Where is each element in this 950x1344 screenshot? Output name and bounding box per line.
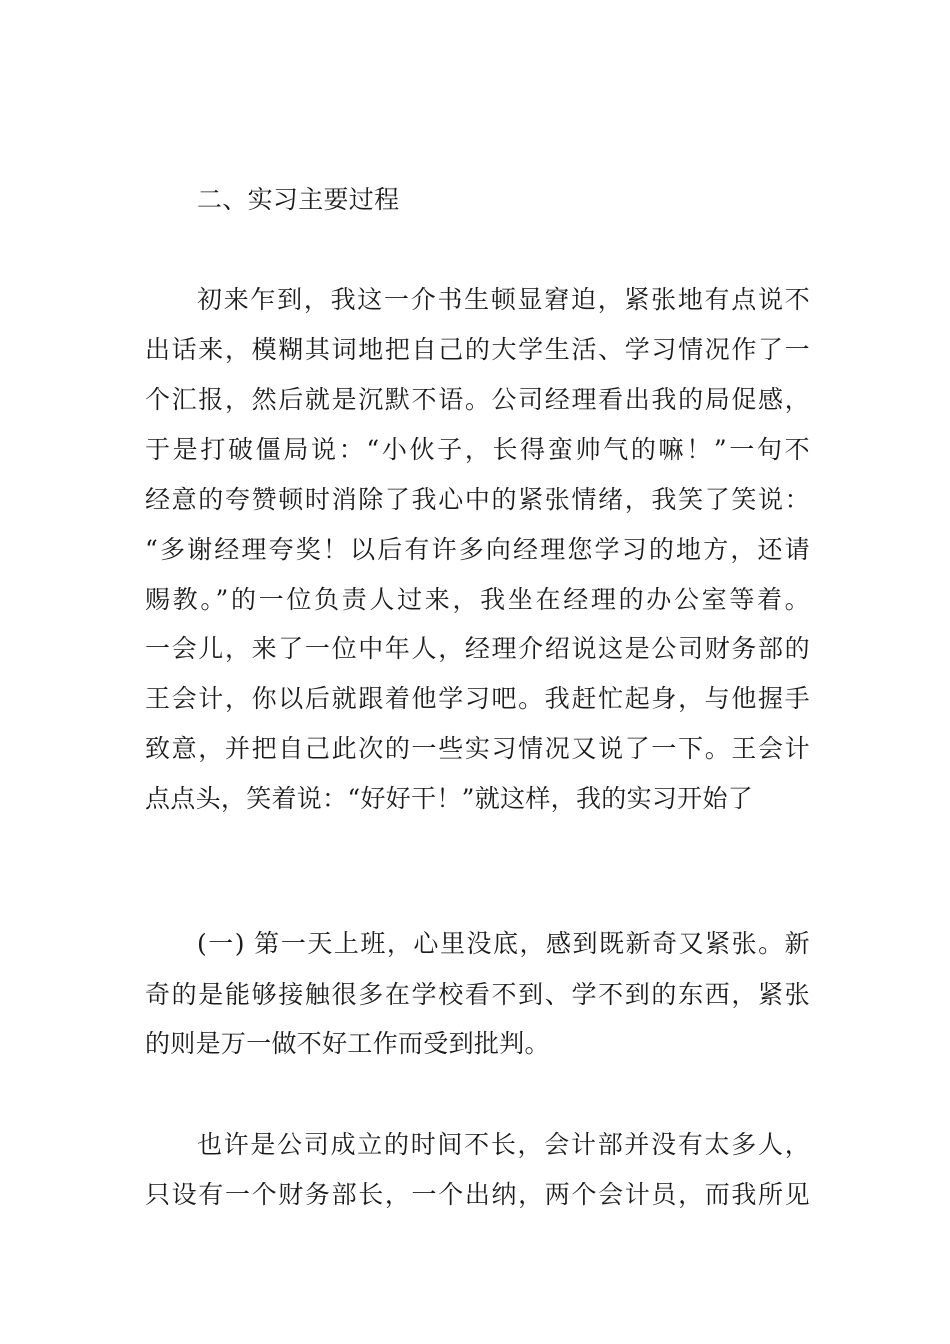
paragraph-line: 致意，并把自己此次的一些实习情况又说了一下。王会计 bbox=[145, 734, 810, 763]
paragraph-line: 初来乍到，我这一介书生顿显窘迫，紧张地有点说不 bbox=[197, 285, 810, 314]
paragraph-line: 的则是万一做不好工作而受到批判。 bbox=[145, 1029, 550, 1058]
paragraph-line: 点点头，笑着说：“好好干！”就这样，我的实习开始了 bbox=[145, 784, 754, 813]
paragraph-line: 也许是公司成立的时间不长，会计部并没有太多人， bbox=[197, 1130, 810, 1159]
paragraph-line: 一会儿，来了一位中年人，经理介绍说这是公司财务部的 bbox=[145, 634, 810, 663]
paragraph-line: 奇的是能够接触很多在学校看不到、学不到的东西，紧张 bbox=[145, 980, 810, 1009]
paragraph-line: (一) 第一天上班，心里没底，感到既新奇又紧张。新 bbox=[197, 929, 810, 958]
paragraph-line: 只设有一个财务部长，一个出纳，两个会计员，而我所见 bbox=[145, 1180, 810, 1209]
paragraph-line: 经意的夸赞顿时消除了我心中的紧张情绪，我笑了笑说： bbox=[145, 485, 810, 514]
paragraph-line: 出话来，模糊其词地把自己的大学生活、学习情况作了一 bbox=[145, 335, 810, 364]
paragraph-line: “多谢经理夸奖！以后有许多向经理您学习的地方，还请 bbox=[145, 535, 810, 564]
paragraph-line: 王会计，你以后就跟着他学习吧。我赶忙起身，与他握手 bbox=[145, 684, 810, 713]
paragraph-line: 于是打破僵局说：“小伙子，长得蛮帅气的嘛！”一句不 bbox=[145, 435, 810, 464]
paragraph-line: 个汇报，然后就是沉默不语。公司经理看出我的局促感， bbox=[145, 385, 810, 414]
paragraph-line: 赐教。”的一位负责人过来，我坐在经理的办公室等着。 bbox=[145, 585, 810, 614]
section-heading: 二、实习主要过程 bbox=[197, 185, 400, 214]
